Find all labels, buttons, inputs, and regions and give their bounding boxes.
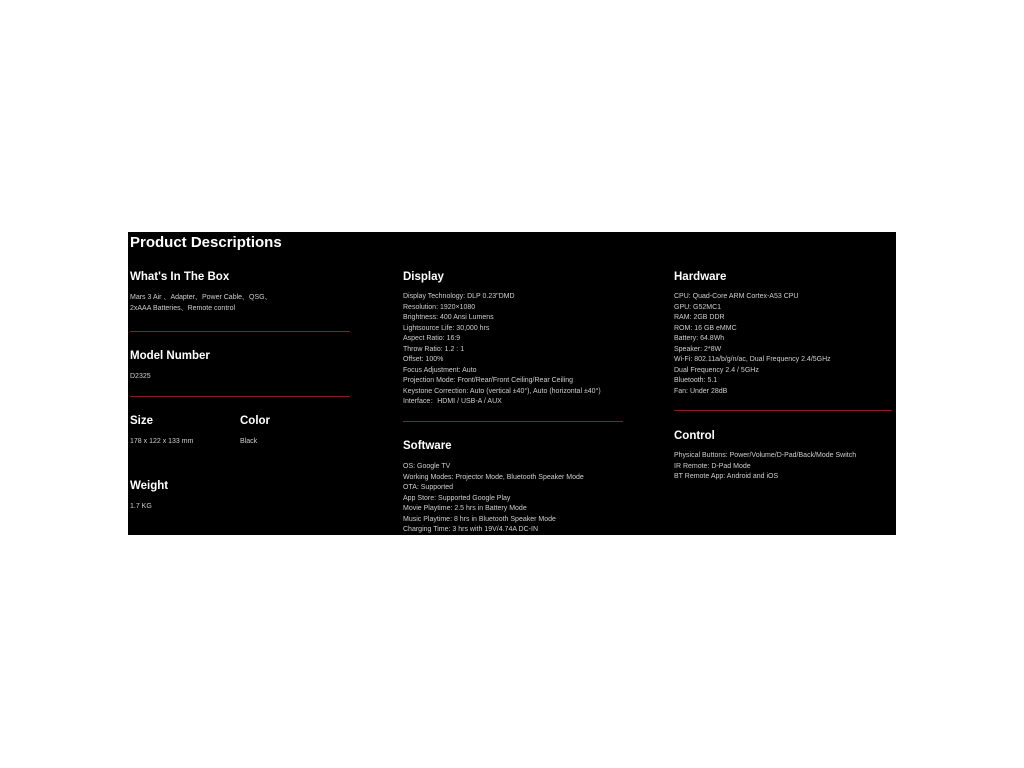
list-item: Resolution: 1920×1080 xyxy=(403,303,476,311)
list-item: Mars 3 Air 、Adapter、Power Cable、QSG、 xyxy=(130,294,272,301)
model-number-value: D2325 xyxy=(130,373,151,380)
color-heading: Color xyxy=(240,415,271,427)
display-heading: Display xyxy=(403,271,444,283)
size-value: 178 x 122 x 133 mm xyxy=(130,438,194,445)
software-spec-list xyxy=(403,462,584,535)
list-item: Brightness: 400 Ansi Lumens xyxy=(403,314,494,321)
box-contents-list xyxy=(130,293,272,314)
list-item: Music Playtime: 8 hrs in Bluetooth Speaker Mode xyxy=(403,515,556,523)
divider xyxy=(674,410,892,411)
list-item: Working Modes: Projector Mode, Bluetooth Speaker Mode xyxy=(403,473,584,481)
color-value: Black xyxy=(240,438,258,445)
software-heading: Software xyxy=(403,440,452,452)
list-item: Fan: Under 28dB xyxy=(674,387,728,395)
list-item: Battery: 64.8Wh xyxy=(674,335,725,342)
list-item: CPU: Quad-Core ARM Cortex-A53 CPU xyxy=(674,293,799,300)
list-item: Wi-Fi: 802.11a/b/g/n/ac, Dual Frequency 2.4/5GHz xyxy=(674,356,831,363)
hardware-spec-list xyxy=(674,292,831,397)
box-heading: What's In The Box xyxy=(130,271,230,283)
divider xyxy=(403,421,623,422)
list-item: IR Remote: D-Pad Mode xyxy=(674,462,751,470)
list-item: Offset: 100% xyxy=(403,356,444,363)
size-heading: Size xyxy=(130,415,154,427)
list-item: Throw Ratio: 1.2 : 1 xyxy=(403,345,465,353)
list-item: Physical Buttons: Power/Volume/D-Pad/Back/Mode Switch xyxy=(674,452,857,459)
list-item: Charging Time: 3 hrs with 19V/4.74A DC-IN xyxy=(403,526,539,533)
divider xyxy=(130,331,350,332)
list-item: App Store: Supported Google Play xyxy=(403,494,511,502)
control-heading: Control xyxy=(674,430,715,442)
model-number-heading: Model Number xyxy=(130,350,210,362)
list-item: Dual Frequency 2.4 / 5GHz xyxy=(674,366,759,374)
product-descriptions-panel xyxy=(128,232,896,535)
list-item: Aspect Ratio: 16:9 xyxy=(403,335,461,342)
list-item: Lightsource Life: 30,000 hrs xyxy=(403,324,490,332)
weight-heading: Weight xyxy=(130,480,169,492)
list-item: GPU: G52MC1 xyxy=(674,303,722,311)
list-item: Projection Mode: Front/Rear/Front Ceiling/Rear Ceiling xyxy=(403,377,574,384)
weight-value: 1.7 KG xyxy=(130,503,152,510)
list-item: Focus Adjustment: Auto xyxy=(403,366,477,374)
hardware-heading: Hardware xyxy=(674,271,727,283)
list-item: 2xAAA Batteries、Remote control xyxy=(130,304,236,312)
list-item: OS: Google TV xyxy=(403,463,451,470)
list-item: Speaker: 2*8W xyxy=(674,345,722,353)
list-item: BT Remote App: Android and iOS xyxy=(674,473,779,480)
list-item: Interface：HDMI / USB-A / AUX xyxy=(403,398,502,405)
list-item: ROM: 16 GB eMMC xyxy=(674,324,737,332)
list-item: Keystone Correction: Auto (vertical ±40°), Auto (horizontal ±40°) xyxy=(403,387,601,395)
display-spec-list xyxy=(403,292,601,408)
list-item: Bluetooth: 5.1 xyxy=(674,377,718,384)
control-spec-list xyxy=(674,451,856,483)
page-title: Product Descriptions xyxy=(130,234,282,251)
list-item: OTA: Supported xyxy=(403,484,454,491)
list-item: RAM: 2GB DDR xyxy=(674,314,725,321)
divider xyxy=(130,396,350,397)
list-item: Movie Playtime: 2.5 hrs in Battery Mode xyxy=(403,505,527,512)
list-item: Display Technology: DLP 0.23"DMD xyxy=(403,293,515,300)
